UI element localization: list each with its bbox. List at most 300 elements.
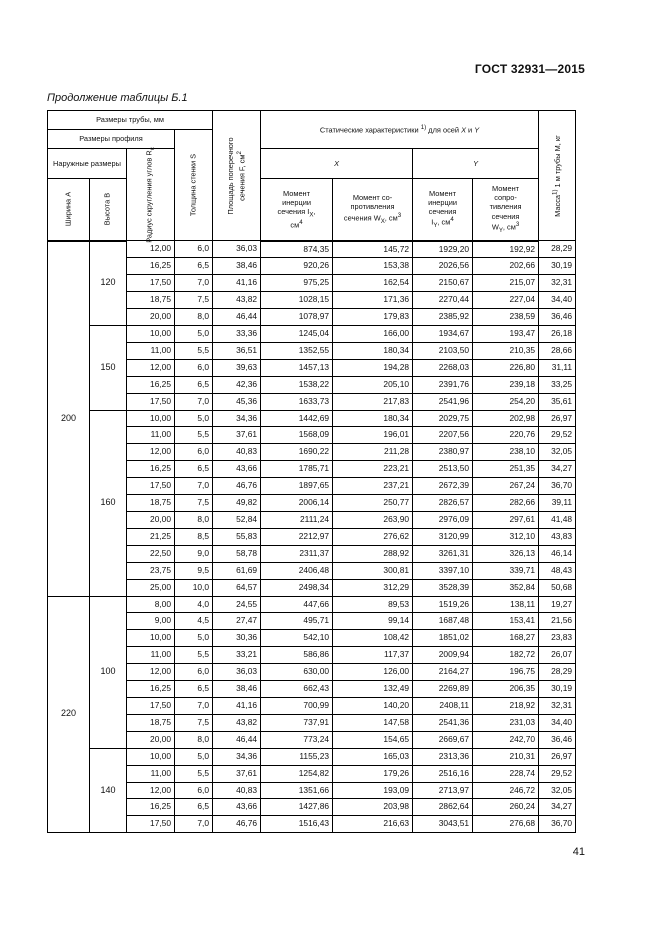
table-cell: 16,25 [127, 681, 175, 698]
area-label-line2: сечения F, см [236, 154, 246, 201]
table-cell: 210,35 [473, 342, 539, 359]
table-cell: 40,83 [213, 444, 261, 461]
table-cell: 210,31 [473, 748, 539, 765]
height-cell: 120 [90, 241, 127, 326]
table-cell: 700,99 [261, 697, 333, 714]
table-cell: 1028,15 [261, 292, 333, 309]
table-cell: 7,5 [175, 292, 213, 309]
table-cell: 2150,67 [413, 275, 473, 292]
table-cell: 165,03 [333, 748, 413, 765]
table-cell: 630,00 [261, 664, 333, 681]
table-cell: 267,24 [473, 478, 539, 495]
table-cell: 21,56 [539, 613, 576, 630]
table-cell: 196,75 [473, 664, 539, 681]
inertia-y-subscript: Y [433, 222, 438, 230]
table-cell: 5,0 [175, 748, 213, 765]
mass-unit: 1 м трубы M, кг [552, 134, 562, 189]
table-cell: 26,18 [539, 326, 576, 343]
table-cell: 239,18 [473, 376, 539, 393]
table-cell: 495,71 [261, 613, 333, 630]
table-cell: 30,19 [539, 681, 576, 698]
area-unit-superscript: 2 [235, 150, 243, 155]
table-cell: 586,86 [261, 647, 333, 664]
table-cell: 182,72 [473, 647, 539, 664]
table-cell: 39,11 [539, 495, 576, 512]
table-cell: 7,0 [175, 478, 213, 495]
table-cell: 228,74 [473, 765, 539, 782]
table-cell: 2164,27 [413, 664, 473, 681]
table-cell: 5,0 [175, 410, 213, 427]
table-cell: 64,57 [213, 579, 261, 596]
table-cell: 263,90 [333, 512, 413, 529]
table-cell: 7,5 [175, 495, 213, 512]
mass-footnote: 1) [551, 189, 559, 195]
table-cell: 2976,09 [413, 512, 473, 529]
table-cell: 2268,03 [413, 359, 473, 376]
table-cell: 48,43 [539, 562, 576, 579]
table-cell: 2826,57 [413, 495, 473, 512]
table-cell: 18,75 [127, 495, 175, 512]
table-row [48, 495, 576, 512]
table-cell: 29,52 [539, 765, 576, 782]
table-cell: 2513,50 [413, 461, 473, 478]
table-cell: 238,59 [473, 309, 539, 326]
table-cell: 8,0 [175, 309, 213, 326]
table-cell: 10,00 [127, 326, 175, 343]
table-row [48, 342, 576, 359]
table-cell: 89,53 [333, 596, 413, 613]
table-cell: 37,61 [213, 427, 261, 444]
resistance-x-unit: , см [384, 213, 398, 223]
radius-label: Радиус скругления углов R [144, 149, 154, 243]
table-cell: 17,50 [127, 393, 175, 410]
table-cell: 6,5 [175, 681, 213, 698]
table-cell: 920,26 [261, 258, 333, 275]
table-cell: 166,00 [333, 326, 413, 343]
height-cell: 160 [90, 410, 127, 596]
table-cell: 36,46 [539, 309, 576, 326]
table-cell: 50,68 [539, 579, 576, 596]
table-row [48, 562, 576, 579]
table-cell: 34,36 [213, 410, 261, 427]
table-cell: 34,40 [539, 714, 576, 731]
table-cell: 41,16 [213, 697, 261, 714]
table-cell: 162,54 [333, 275, 413, 292]
document-code: ГОСТ 32931—2015 [474, 62, 585, 76]
table-cell: 6,5 [175, 258, 213, 275]
table-row [48, 275, 576, 292]
table-cell: 447,66 [261, 596, 333, 613]
table-cell: 10,00 [127, 630, 175, 647]
resistance-y-subscript: Y [498, 226, 503, 234]
table-cell: 1929,20 [413, 241, 473, 258]
table-cell: 1687,48 [413, 613, 473, 630]
table-cell: 339,71 [473, 562, 539, 579]
table-cell: 9,00 [127, 613, 175, 630]
table-cell: 99,14 [333, 613, 413, 630]
table-cell: 238,10 [473, 444, 539, 461]
table-cell: 180,34 [333, 342, 413, 359]
table-cell: 46,44 [213, 731, 261, 748]
inertia-x-subscript: X [309, 211, 314, 219]
table-row [48, 630, 576, 647]
table-cell: 22,50 [127, 545, 175, 562]
table-cell: 38,46 [213, 681, 261, 698]
table-cell: 37,61 [213, 765, 261, 782]
table-cell: 2672,39 [413, 478, 473, 495]
table-cell: 1897,65 [261, 478, 333, 495]
table-cell: 2313,36 [413, 748, 473, 765]
table-cell: 282,66 [473, 495, 539, 512]
header-inertia-x [261, 179, 333, 241]
table-cell: 11,00 [127, 427, 175, 444]
table-cell: 1690,22 [261, 444, 333, 461]
table-cell: 193,09 [333, 782, 413, 799]
table-body [48, 241, 576, 833]
table-cell: 202,98 [473, 410, 539, 427]
table-cell: 132,49 [333, 681, 413, 698]
table-cell: 2311,37 [261, 545, 333, 562]
table-cell: 20,00 [127, 731, 175, 748]
table-cell: 2212,97 [261, 528, 333, 545]
static-axis-x: X [461, 125, 466, 135]
static-and: и [466, 125, 475, 135]
resistance-y-superscript: 3 [515, 220, 520, 228]
axis-x-label: X [334, 158, 339, 168]
table-row [48, 748, 576, 765]
header-profile-sizes: Размеры профиля [48, 130, 175, 149]
width-cell: 200 [48, 241, 90, 597]
table-cell: 2270,44 [413, 292, 473, 309]
static-axis-y: Y [474, 125, 480, 135]
header-inertia-y [413, 179, 473, 241]
table-cell: 2541,96 [413, 393, 473, 410]
table-cell: 42,36 [213, 376, 261, 393]
table-cell: 7,0 [175, 275, 213, 292]
table-cell: 16,25 [127, 461, 175, 478]
table-cell: 41,16 [213, 275, 261, 292]
width-cell: 220 [48, 596, 90, 833]
table-cell: 4,0 [175, 596, 213, 613]
table-cell: 211,28 [333, 444, 413, 461]
table-cell: 46,76 [213, 816, 261, 833]
table-cell: 17,50 [127, 697, 175, 714]
table-cell: 193,47 [473, 326, 539, 343]
table-cell: 7,0 [175, 697, 213, 714]
table-cell: 3120,99 [413, 528, 473, 545]
table-cell: 6,0 [175, 241, 213, 258]
header-static-characteristics [261, 111, 539, 149]
table-cell: 216,63 [333, 816, 413, 833]
header-width-a [48, 179, 90, 241]
table-cell: 12,00 [127, 241, 175, 258]
table-cell: 12,00 [127, 444, 175, 461]
table-cell: 203,98 [333, 799, 413, 816]
table-cell: 662,43 [261, 681, 333, 698]
table-cell: 6,5 [175, 461, 213, 478]
table-cell: 1516,43 [261, 816, 333, 833]
table-cell: 251,35 [473, 461, 539, 478]
table-cell: 2498,34 [261, 579, 333, 596]
table-cell: 49,82 [213, 495, 261, 512]
table-cell: 20,00 [127, 512, 175, 529]
inertia-y-superscript: 4 [450, 216, 454, 224]
table-cell: 246,72 [473, 782, 539, 799]
table-row [48, 512, 576, 529]
table-cell: 3528,39 [413, 579, 473, 596]
table-cell: 2406,48 [261, 562, 333, 579]
table-cell: 2207,56 [413, 427, 473, 444]
table-cell: 1427,86 [261, 799, 333, 816]
table-cell: 41,48 [539, 512, 576, 529]
table-cell: 6,5 [175, 799, 213, 816]
table-cell: 1519,26 [413, 596, 473, 613]
table-cell: 11,00 [127, 647, 175, 664]
table-cell: 2713,97 [413, 782, 473, 799]
header-pipe-sizes: Размеры трубы, мм [48, 111, 213, 130]
table-cell: 6,5 [175, 376, 213, 393]
table-cell: 276,68 [473, 816, 539, 833]
table-cell: 43,82 [213, 292, 261, 309]
table-cell: 138,11 [473, 596, 539, 613]
table-row [48, 545, 576, 562]
inertia-y-label: Момент инерции сечения I [428, 188, 457, 227]
table-cell: 276,62 [333, 528, 413, 545]
table-cell: 8,5 [175, 528, 213, 545]
table-cell: 1254,82 [261, 765, 333, 782]
table-cell: 737,91 [261, 714, 333, 731]
table-cell: 8,0 [175, 512, 213, 529]
table-cell: 26,07 [539, 647, 576, 664]
table-cell: 34,40 [539, 292, 576, 309]
table-cell: 17,50 [127, 478, 175, 495]
header-height-b [90, 179, 127, 241]
table-cell: 12,00 [127, 782, 175, 799]
table-cell: 542,10 [261, 630, 333, 647]
header-mass [539, 111, 576, 241]
table-cell: 10,00 [127, 748, 175, 765]
table-cell: 5,5 [175, 342, 213, 359]
table-cell: 12,00 [127, 359, 175, 376]
table-caption: Продолжение таблицы Б.1 [47, 92, 188, 104]
table-cell: 2009,94 [413, 647, 473, 664]
table-cell: 35,61 [539, 393, 576, 410]
table-cell: 43,66 [213, 799, 261, 816]
table-cell: 33,25 [539, 376, 576, 393]
table-cell: 18,75 [127, 292, 175, 309]
table-cell: 1538,22 [261, 376, 333, 393]
table-cell: 352,84 [473, 579, 539, 596]
table-cell: 126,00 [333, 664, 413, 681]
table-cell: 218,92 [473, 697, 539, 714]
table-cell: 32,31 [539, 275, 576, 292]
table-row [48, 714, 576, 731]
table-cell: 32,31 [539, 697, 576, 714]
height-b-label: Высота B [102, 193, 112, 226]
table-cell: 215,07 [473, 275, 539, 292]
table-cell: 23,83 [539, 630, 576, 647]
table-cell: 58,78 [213, 545, 261, 562]
table-row [48, 596, 576, 613]
table-cell: 24,55 [213, 596, 261, 613]
table-cell: 46,14 [539, 545, 576, 562]
height-cell: 140 [90, 748, 127, 833]
table-row [48, 258, 576, 275]
table-cell: 237,21 [333, 478, 413, 495]
table-cell: 6,0 [175, 444, 213, 461]
table-cell: 196,01 [333, 427, 413, 444]
table-cell: 260,24 [473, 799, 539, 816]
table-cell: 40,83 [213, 782, 261, 799]
table-cell: 242,70 [473, 731, 539, 748]
table-row [48, 326, 576, 343]
table-cell: 36,46 [539, 731, 576, 748]
table-cell: 8,00 [127, 596, 175, 613]
table-row [48, 292, 576, 309]
table-cell: 1155,23 [261, 748, 333, 765]
table-cell: 34,27 [539, 461, 576, 478]
table-cell: 1352,55 [261, 342, 333, 359]
header-resistance-y [473, 179, 539, 241]
page-number: 41 [572, 846, 585, 858]
table-cell: 33,36 [213, 326, 261, 343]
table-cell: 192,92 [473, 241, 539, 258]
table-cell: 297,61 [473, 512, 539, 529]
table-cell: 153,41 [473, 613, 539, 630]
table-cell: 43,66 [213, 461, 261, 478]
table-cell: 10,0 [175, 579, 213, 596]
table-cell: 220,76 [473, 427, 539, 444]
table-cell: 8,0 [175, 731, 213, 748]
inertia-x-superscript: 4 [299, 219, 303, 227]
table-cell: 5,0 [175, 326, 213, 343]
table-cell: 1245,04 [261, 326, 333, 343]
table-cell: 147,58 [333, 714, 413, 731]
table-cell: 16,25 [127, 799, 175, 816]
table-cell: 43,83 [539, 528, 576, 545]
table-cell: 250,77 [333, 495, 413, 512]
table-row [48, 681, 576, 698]
table-cell: 46,44 [213, 309, 261, 326]
table-cell: 33,21 [213, 647, 261, 664]
wall-label: Толщина стенки S [188, 153, 198, 217]
table-cell: 39,63 [213, 359, 261, 376]
table-cell: 2541,36 [413, 714, 473, 731]
table-cell: 21,25 [127, 528, 175, 545]
table-cell: 2269,89 [413, 681, 473, 698]
table-cell: 1078,97 [261, 309, 333, 326]
table-cell: 2669,67 [413, 731, 473, 748]
table-row [48, 816, 576, 833]
table-header [48, 111, 576, 241]
table-cell: 2380,97 [413, 444, 473, 461]
resistance-x-subscript: X [380, 217, 385, 225]
table-cell: 5,5 [175, 647, 213, 664]
table-cell: 17,50 [127, 816, 175, 833]
table-cell: 27,47 [213, 613, 261, 630]
table-cell: 1633,73 [261, 393, 333, 410]
table-cell: 3397,10 [413, 562, 473, 579]
table-cell: 28,29 [539, 664, 576, 681]
table-cell: 180,34 [333, 410, 413, 427]
table-cell: 145,72 [333, 241, 413, 258]
table-cell: 153,38 [333, 258, 413, 275]
resistance-y-unit: , см [502, 222, 516, 232]
table-cell: 4,5 [175, 613, 213, 630]
table-cell: 1934,67 [413, 326, 473, 343]
table-cell: 9,5 [175, 562, 213, 579]
table-row [48, 613, 576, 630]
table-cell: 300,81 [333, 562, 413, 579]
table-cell: 168,27 [473, 630, 539, 647]
table-row [48, 799, 576, 816]
area-label-line1: Площадь поперечного [225, 136, 235, 215]
table-cell: 206,35 [473, 681, 539, 698]
width-a-label: Ширина A [63, 192, 73, 227]
table-cell: 29,52 [539, 427, 576, 444]
table-cell: 26,97 [539, 748, 576, 765]
resistance-x-label: Момент со- противления сечения W [343, 193, 395, 223]
header-radius [127, 146, 175, 243]
table-row [48, 393, 576, 410]
table-cell: 231,03 [473, 714, 539, 731]
table-cell: 6,0 [175, 664, 213, 681]
height-cell: 100 [90, 596, 127, 748]
table-cell: 154,65 [333, 731, 413, 748]
axis-y-label: Y [473, 158, 479, 168]
table-cell: 1351,66 [261, 782, 333, 799]
table-cell: 1568,09 [261, 427, 333, 444]
header-axis-y [413, 149, 539, 179]
table-row [48, 444, 576, 461]
table-cell: 36,70 [539, 816, 576, 833]
table-cell: 12,00 [127, 664, 175, 681]
table-cell: 1442,69 [261, 410, 333, 427]
table-cell: 28,66 [539, 342, 576, 359]
table-cell: 975,25 [261, 275, 333, 292]
table-cell: 7,0 [175, 816, 213, 833]
radius-subscript: с [148, 146, 156, 150]
table-row [48, 731, 576, 748]
table-cell: 2408,11 [413, 697, 473, 714]
table-cell: 140,20 [333, 697, 413, 714]
table-cell: 223,21 [333, 461, 413, 478]
table-cell: 1457,13 [261, 359, 333, 376]
resistance-x-superscript: 3 [397, 211, 402, 219]
table-cell: 19,27 [539, 596, 576, 613]
table-cell: 61,69 [213, 562, 261, 579]
table-row [48, 461, 576, 478]
table-cell: 36,03 [213, 664, 261, 681]
table-cell: 312,29 [333, 579, 413, 596]
table-cell: 32,05 [539, 444, 576, 461]
table-cell: 36,70 [539, 478, 576, 495]
table-row [48, 427, 576, 444]
table-cell: 326,13 [473, 545, 539, 562]
table-cell: 17,50 [127, 275, 175, 292]
static-axes-text: для осей [426, 125, 462, 135]
static-footnote: 1) [420, 124, 427, 132]
table-cell: 55,83 [213, 528, 261, 545]
table-cell: 6,0 [175, 782, 213, 799]
table-cell: 46,76 [213, 478, 261, 495]
table-cell: 217,83 [333, 393, 413, 410]
table-row [48, 647, 576, 664]
table-row [48, 782, 576, 799]
table-cell: 34,36 [213, 748, 261, 765]
table-cell: 52,84 [213, 512, 261, 529]
table-cell: 2026,56 [413, 258, 473, 275]
